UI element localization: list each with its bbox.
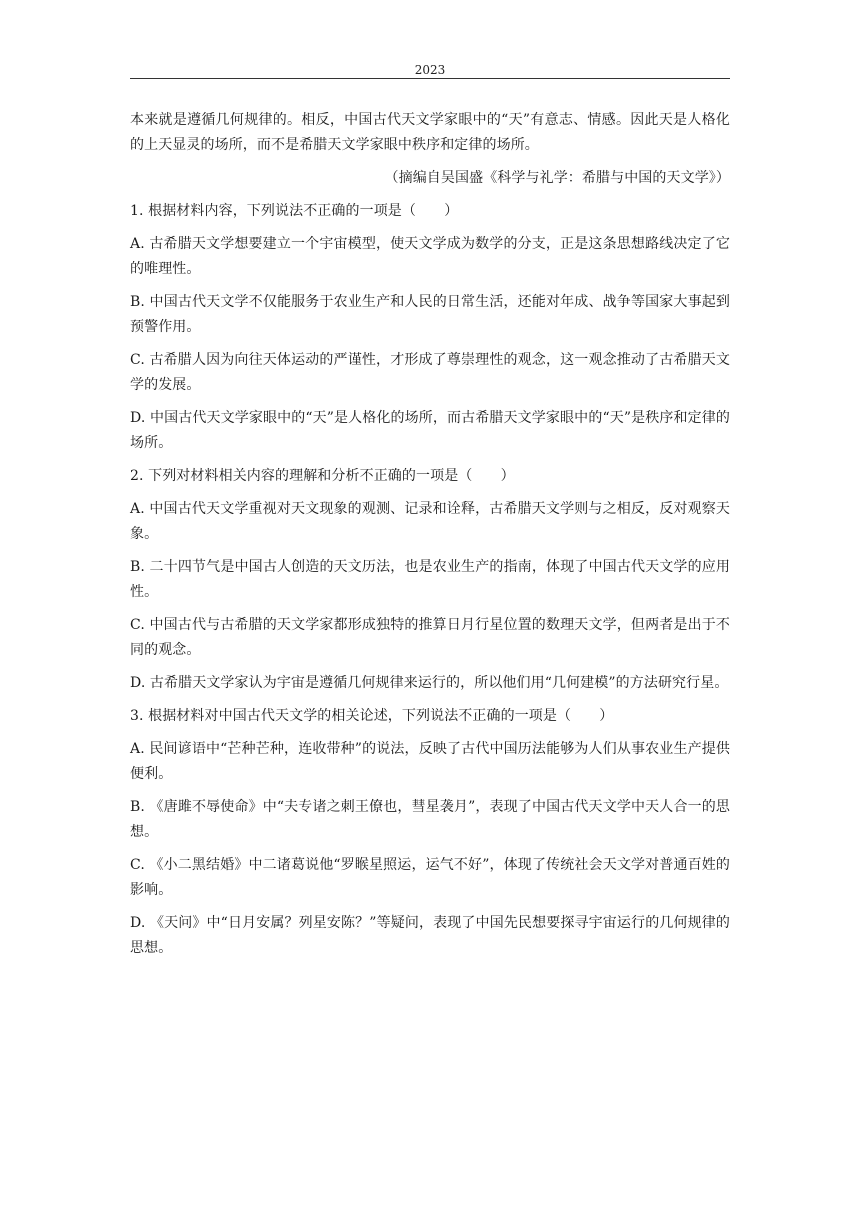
option-c: C. 《小二黑结婚》中二诸葛说他“罗睺星照运，运气不好”，体现了传统社会天文学对普通百姓的影响。: [130, 857, 730, 898]
option-a: A. 中国古代天文学重视对天文现象的观测、记录和诠释，古希腊天文学则与之相反，反对观察天象。: [130, 501, 730, 542]
question-stem: 1. 根据材料内容，下列说法不正确的一项是（ ）: [130, 203, 459, 219]
option-b: B. 二十四节气是中国古人创造的天文历法，也是农业生产的指南，体现了中国古代天文学的应用性。: [130, 559, 730, 600]
option-c: C. 古希腊人因为向往天体运动的严谨性，才形成了尊崇理性的观念，这一观念推动了古希腊天文学的发展。: [130, 352, 730, 393]
option-c: C. 中国古代与古希腊的天文学家都形成独特的推算日月行星位置的数理天文学，但两者是出于不同的观念。: [130, 617, 730, 658]
option-a: A. 民间谚语中“芒种芒种，连收带种”的说法，反映了古代中国历法能够为人们从事农业生产提供便利。: [130, 741, 730, 782]
question-3: [130, 704, 730, 961]
option-b: B. 中国古代天文学不仅能服务于农业生产和人民的日常生活，还能对年成、战争等国家大事起到预警作用。: [130, 294, 730, 335]
option-b: B. 《唐雎不辱使命》中“夫专诸之刺王僚也，彗星袭月”，表现了中国古代天文学中天人合一的思想。: [130, 799, 730, 840]
page-header-year: 2023: [414, 63, 446, 77]
passage-source: （摘编自吴国盛《科学与礼学：希腊与中国的天文学》）: [384, 170, 730, 186]
option-d: D. 《天问》中“日月安属？列星安陈？”等疑问，表现了中国先民想要探寻宇宙运行的几何规律的思想。: [130, 915, 730, 956]
document-body: [130, 108, 730, 969]
question-stem: 2. 下列对材料相关内容的理解和分析不正确的一项是（ ）: [130, 468, 515, 484]
option-d: D. 中国古代天文学家眼中的“天”是人格化的场所，而古希腊天文学家眼中的“天”是秩序和定律的场所。: [130, 410, 730, 451]
passage-tail: 本来就是遵循几何规律的。相反，中国古代天文学家眼中的“天”有意志、情感。因此天是人格化的上天显灵的场所，而不是希腊天文学家眼中秩序和定律的场所。: [130, 112, 730, 153]
question-2: [130, 464, 730, 696]
option-d: D. 古希腊天文学家认为宇宙是遵循几何规律来运行的，所以他们用“几何建模”的方法研究行星。: [130, 675, 729, 691]
header-divider: [130, 78, 730, 79]
question-stem: 3. 根据材料对中国古代天文学的相关论述，下列说法不正确的一项是（ ）: [130, 708, 614, 724]
option-a: A. 古希腊天文学想要建立一个宇宙模型，使天文学成为数学的分支，正是这条思想路线决定了它的唯理性。: [130, 236, 730, 277]
question-1: [130, 199, 730, 456]
